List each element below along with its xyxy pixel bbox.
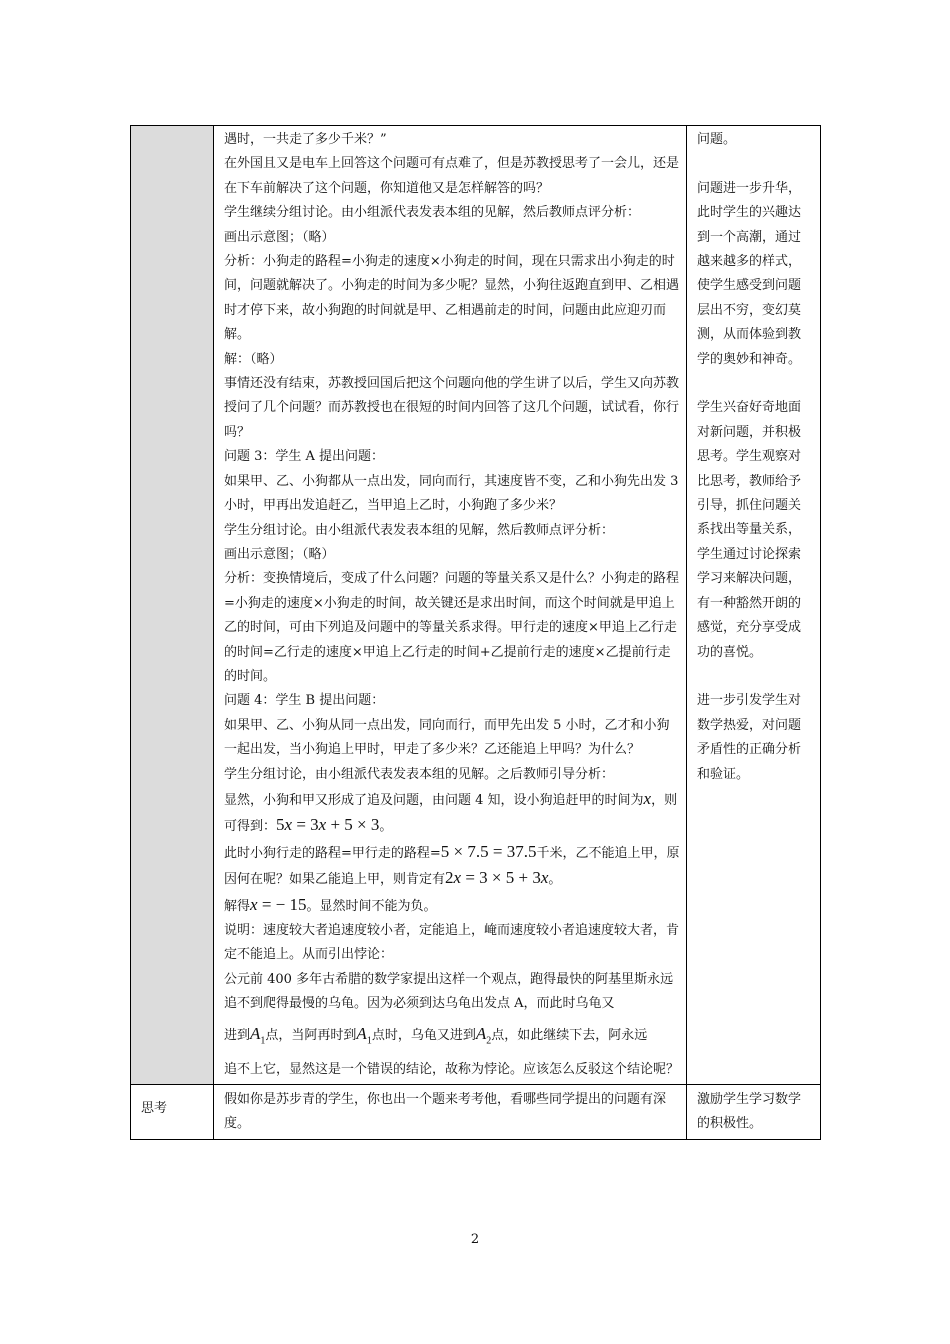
math-var-x: x (643, 788, 652, 808)
content-line: 显然，小狗和甲又形成了追及问题，由问题 4 知，设小狗追赶甲的时间为x，则可得到：5x = 3x + 5 × 3。 (224, 788, 678, 835)
equation-2: 5 × 7.5 = 37.5 (440, 841, 537, 861)
content-line: 解得x = − 15。显然时间不能为负。 (224, 894, 437, 914)
side-note: 进一步引发学生对数学热爱，对问题矛盾性的正确分析和验证。 (697, 693, 802, 782)
think-content: 假如你是苏步青的学生，你也出一个题来考考他，看哪些同学提出的问题有深度。 (224, 1092, 667, 1132)
design-intent-cell (687, 1085, 821, 1140)
teaching-content-cell (214, 1085, 687, 1140)
table-row (131, 126, 821, 1085)
content-line: 遇时，一共走了多少千米？” (224, 132, 387, 147)
content-line: 学生分组讨论。由小组派代表发表本组的见解，然后教师点评分析： (224, 522, 615, 538)
content-line: 说明：速度较大者追速度较小者，定能追上，崦而速度较小者追速度较大者，肯定不能追上。从而引出悖论： (224, 923, 680, 963)
stage-label-cell (131, 126, 214, 1085)
teaching-content (214, 126, 686, 1084)
point-a2: $A_2$ (475, 1023, 492, 1047)
content-line: 如果甲、乙、小狗从同一点出发，同向而行，而甲先出发 5 小时，乙才和小狗一起出发，当小狗追上甲时，甲走了多少米？乙还能追上甲吗？为什么？ (224, 717, 670, 758)
content-line: 画出示意图；（略） (224, 229, 335, 245)
design-intent-cell (687, 126, 821, 1085)
side-note: 问题进一步升华，此时学生的兴趣达到一个高潮，通过越来越多的样式，使学生感受到问题层出不穷，变幻莫测，从而体验到教学的奥妙和神奇。 (697, 180, 802, 367)
design-intent (687, 126, 820, 787)
content-line: 进到$A_1$点，当阿再时到$A_1$点时，乌龟又进到$A_2$点，如此继续下去，阿永远 (224, 1023, 648, 1047)
content-line: 解：（略） (224, 351, 283, 367)
content-line: 问题 3：学生 A 提出问题： (224, 449, 385, 465)
content-line: 如果甲、乙、小狗都从一点出发，同向而行，其速度皆不变，乙和小狗先出发 3 小时，甲再出发追赶乙，当甲追上乙时，小狗跑了多少米？ (224, 473, 679, 514)
content-line: 事情还没有结束，苏教授回国后把这个问题向他的学生讲了以后，学生又向苏教授问了几个问题？而苏教授也在很短的时间内回答了这几个问题，试试看，你行吗？ (224, 376, 680, 440)
stage-label-cell (131, 1085, 214, 1140)
side-note: 学生兴奋好奇地面对新问题，并积极思考。学生观察对比思考，教师给予引导，抓住问题关系找出等量关系，学生通过讨论探索学习来解决问题，有一种豁然开朗的感觉，充分享受成功的喜悦。 (697, 400, 802, 660)
content-line: 追不上它，显然这是一个错误的结论，故称为悖论。应该怎么反驳这个结论呢？ (224, 1062, 680, 1078)
equation-3: 2x = 3 × 5 + 3x (445, 868, 549, 888)
content-line: 画出示意图；（略） (224, 546, 335, 562)
think-note: 激励学生学习数学的积极性。 (697, 1092, 802, 1132)
content-line: 公元前 400 多年古希腊的数学家提出这样一个观点，跑得最快的阿基里斯永远追不到爬得最慢的乌龟。因为必须到达乌龟出发点 A，而此时乌龟又 (224, 971, 674, 1012)
content-line: 在外国且又是电车上回答这个问题可有点难了，但是苏教授思考了一会儿，还是在下车前解决了这个问题，你知道他又是怎样解答的吗？ (224, 156, 680, 196)
content-line: 分析：小狗走的路程=小狗走的速度×小狗走的时间，现在只需求出小狗走的时间，问题就解决了。小狗走的时间为多少呢？显然，小狗往返跑直到甲、乙相遇时才停下来，故小狗跑的时间就是甲、乙相遇前走的时间，问题由此应迎刃而解。 (224, 254, 680, 343)
think-label: 思考 (141, 1101, 168, 1117)
lesson-plan-table (130, 125, 821, 1140)
content-line: 分析：变换情境后，变成了什么问题？问题的等量关系又是什么？小狗走的路程=小狗走的速度×小狗走的时间，故关键还是求出时间，而这个时间就是甲追上乙的时间，可由下列追及问题中的等量关系求得。甲行走的速度×甲追上乙行走的时间=乙行走的速度×甲追上乙行走的时间+乙提前行走的速度×乙提前行走的时间。 (224, 571, 680, 684)
equation-1: 5x = 3x + 5 × 3 (276, 815, 380, 835)
point-a1: $A_1$ (250, 1023, 266, 1047)
point-a1: $A_1$ (356, 1023, 372, 1047)
content-line: 此时小狗行走的路程=甲行走的路程=5 × 7.5 = 37.5千米，乙不能追上甲，原因何在呢？如果乙能追上甲，则肯定有2x = 3 × 5 + 3x。 (224, 841, 680, 888)
page-number: 2 (470, 1232, 480, 1247)
table-row (131, 1085, 821, 1140)
teaching-content-cell (214, 126, 687, 1085)
equation-4: x = − 15 (250, 894, 307, 914)
content-line: 学生分组讨论，由小组派代表发表本组的见解。之后教师引导分析： (224, 766, 615, 782)
side-note: 问题。 (697, 132, 737, 147)
content-line: 问题 4：学生 B 提出问题： (224, 693, 385, 709)
content-line: 学生继续分组讨论。由小组派代表发表本组的见解，然后教师点评分析： (224, 205, 641, 221)
